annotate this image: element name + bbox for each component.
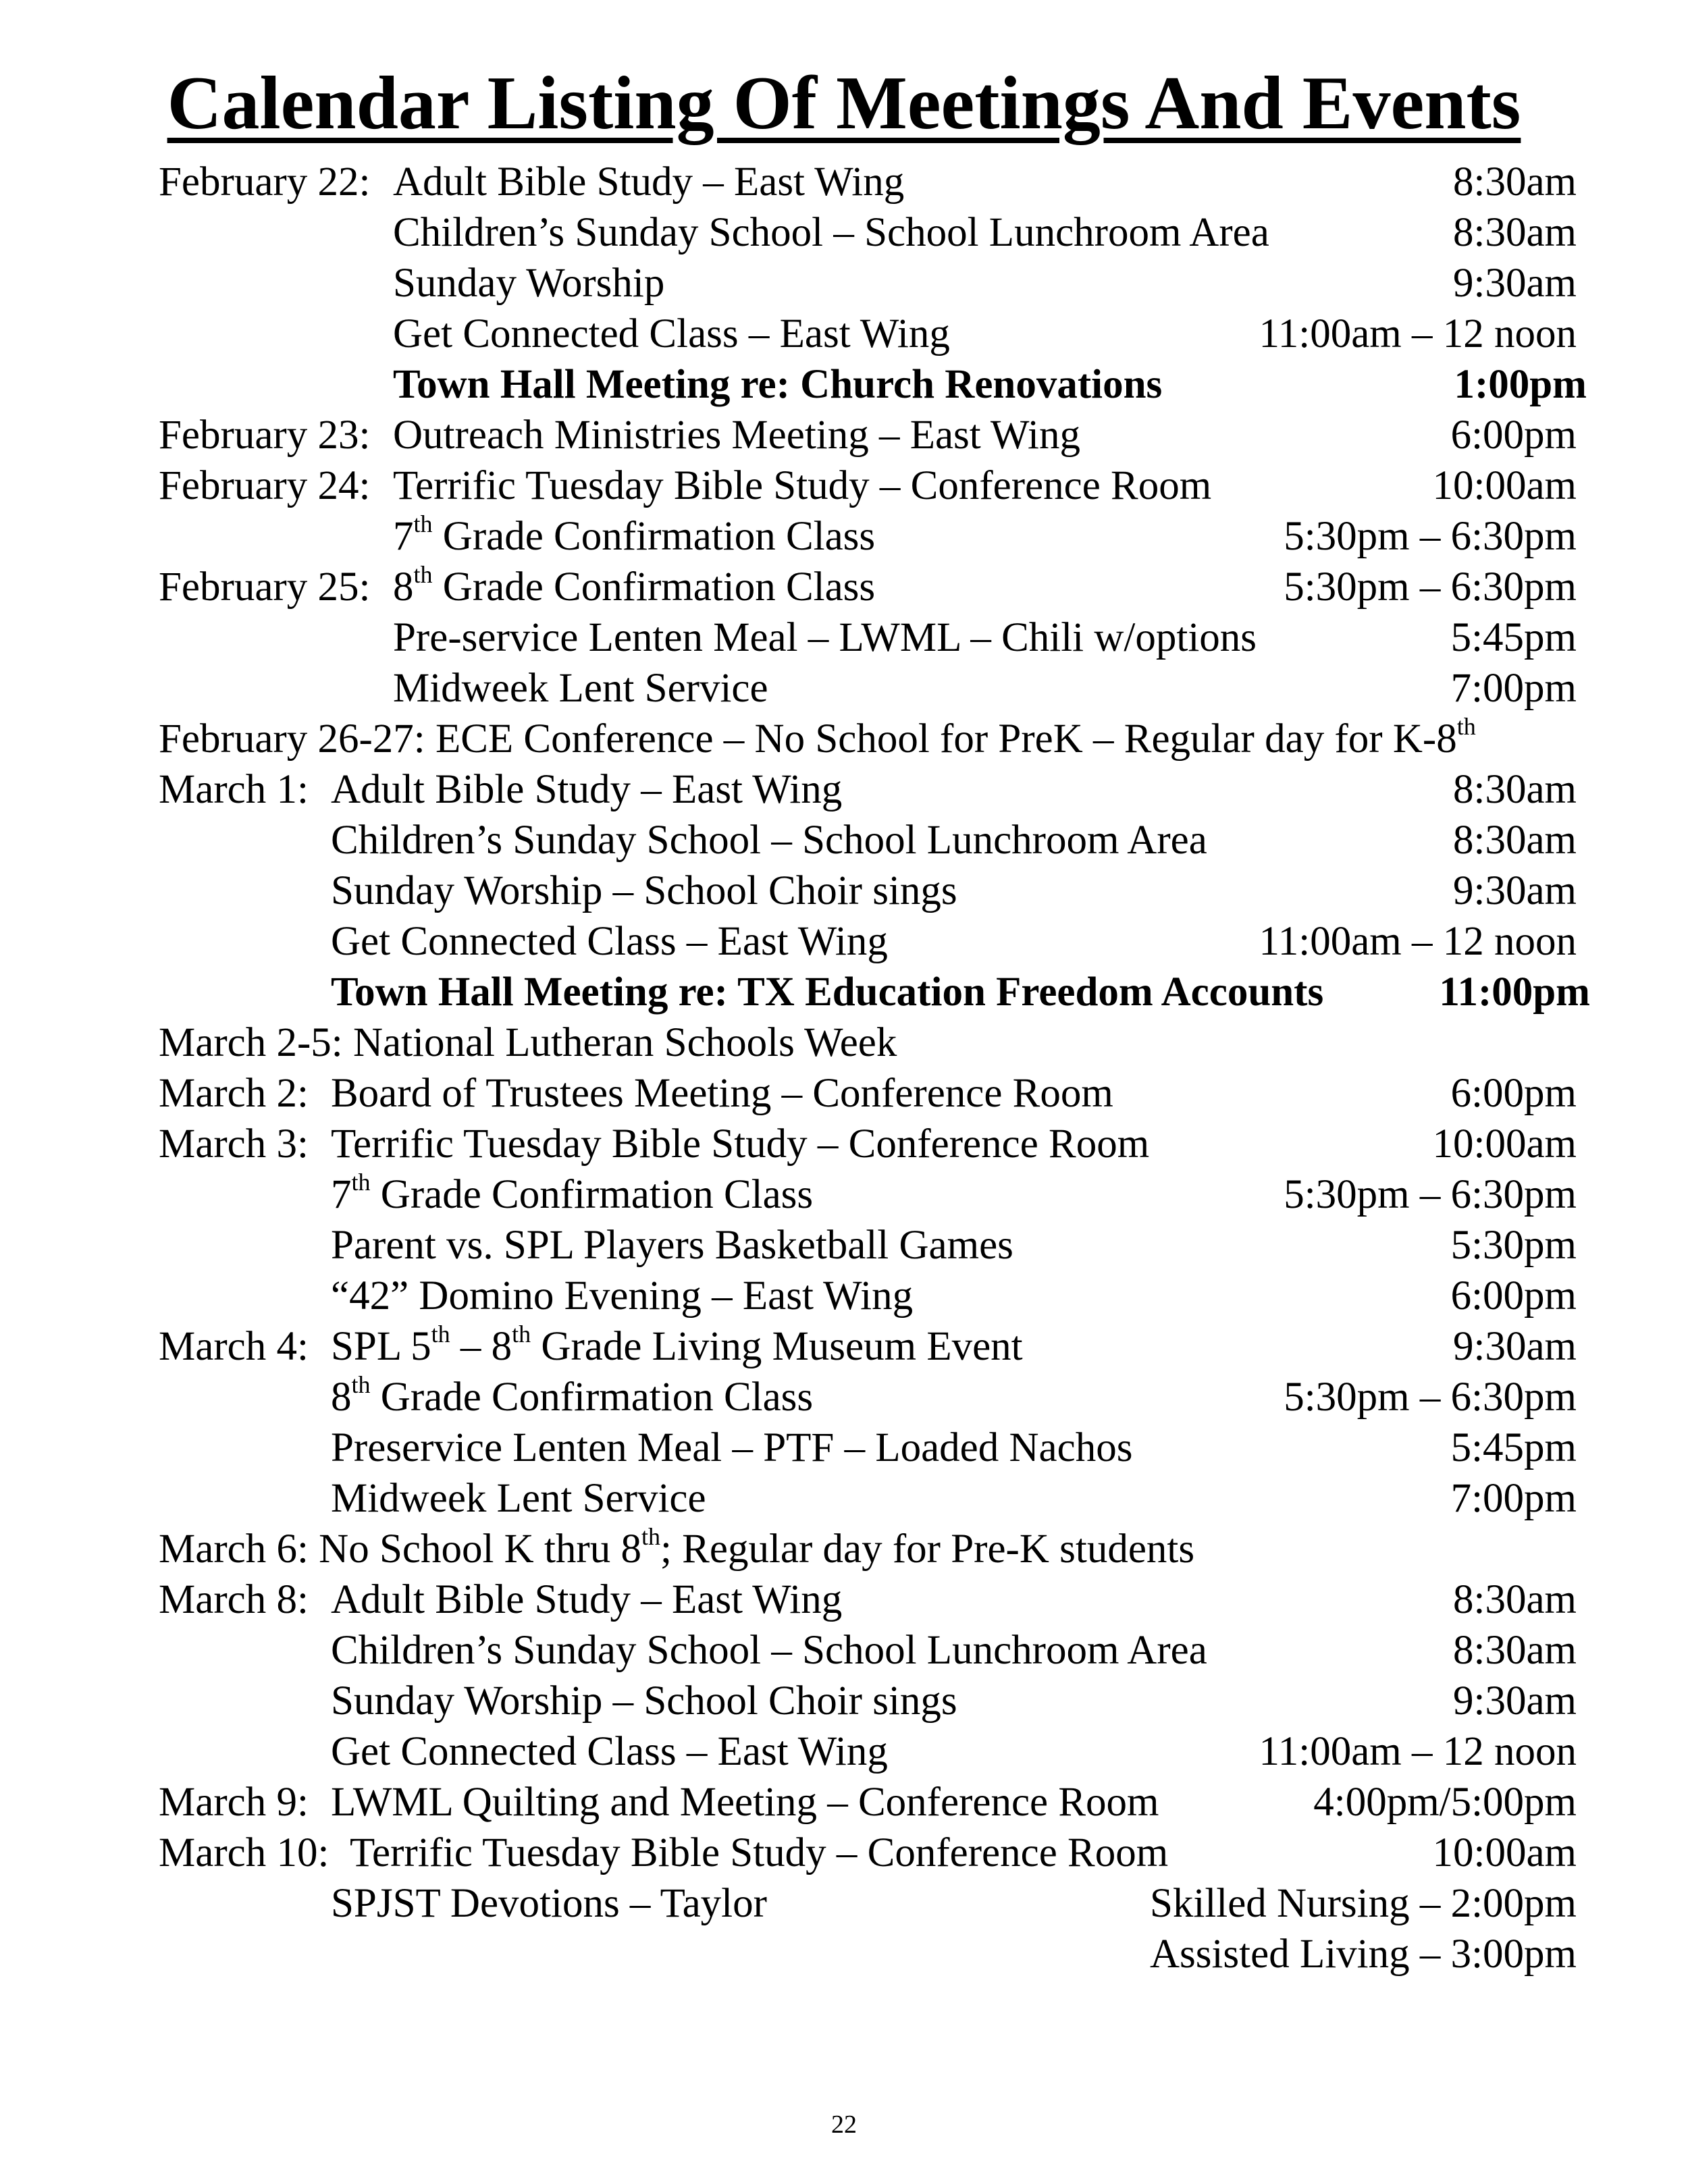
event-date: February 25: bbox=[159, 564, 371, 610]
event-line-text: February 26-27: ECE Conference – No School for PreK – Regular day for K-8 bbox=[159, 716, 1457, 762]
event-title bbox=[331, 1321, 1023, 1372]
event-time: 5:30pm – 6:30pm bbox=[1284, 514, 1577, 559]
event-time: 10:00am bbox=[1432, 1830, 1577, 1875]
list-item bbox=[0, 410, 1688, 460]
event-title bbox=[331, 1169, 813, 1220]
list-item bbox=[0, 309, 1688, 359]
event-date: March 2: bbox=[159, 1071, 309, 1116]
list-item bbox=[0, 460, 1688, 511]
list-item bbox=[0, 1017, 1688, 1068]
event-date: March 4: bbox=[159, 1324, 309, 1369]
event-title: Sunday Worship – School Choir sings bbox=[331, 868, 957, 913]
event-title-part: Grade Confirmation Class bbox=[432, 564, 876, 610]
list-item bbox=[0, 511, 1688, 562]
event-date: March 3: bbox=[159, 1121, 309, 1167]
event-time: 6:00pm bbox=[1450, 412, 1577, 458]
event-time: 5:30pm – 6:30pm bbox=[1284, 564, 1577, 610]
event-time: 9:30am bbox=[1453, 868, 1577, 913]
list-item bbox=[0, 157, 1688, 207]
event-title bbox=[393, 511, 875, 562]
list-item bbox=[0, 1068, 1688, 1119]
event-time: 10:00am bbox=[1432, 1121, 1577, 1167]
event-title: SPJST Devotions – Taylor bbox=[331, 1881, 767, 1926]
list-item-highlighted bbox=[0, 967, 1688, 1017]
list-item bbox=[0, 1422, 1688, 1473]
event-date: February 23: bbox=[159, 412, 371, 458]
event-title-part: 7 bbox=[393, 514, 414, 559]
event-time: 8:30am bbox=[1453, 818, 1577, 863]
list-item bbox=[0, 1473, 1688, 1524]
list-item bbox=[0, 1321, 1688, 1372]
event-date: March 10: bbox=[159, 1830, 329, 1875]
event-time: 5:30pm bbox=[1450, 1223, 1577, 1268]
list-item bbox=[0, 258, 1688, 309]
list-item bbox=[0, 1777, 1688, 1828]
event-time: 1:00pm bbox=[1454, 362, 1587, 407]
list-item bbox=[0, 1119, 1688, 1169]
list-item bbox=[0, 865, 1688, 916]
event-time: Assisted Living – 3:00pm bbox=[1149, 1932, 1577, 1977]
list-item bbox=[0, 764, 1688, 815]
event-title: Midweek Lent Service bbox=[331, 1476, 706, 1521]
event-title: Adult Bible Study – East Wing bbox=[393, 159, 905, 205]
event-time: 6:00pm bbox=[1450, 1071, 1577, 1116]
list-item bbox=[0, 714, 1688, 764]
list-item bbox=[0, 1828, 1688, 1878]
list-item bbox=[0, 1676, 1688, 1726]
list-item bbox=[0, 1878, 1688, 1929]
event-title: Children’s Sunday School – School Lunchroom Area bbox=[331, 1628, 1207, 1673]
ordinal-suffix: th bbox=[351, 1371, 371, 1398]
event-title bbox=[331, 1372, 813, 1422]
list-item bbox=[0, 916, 1688, 967]
event-title: Get Connected Class – East Wing bbox=[331, 1729, 888, 1774]
list-item bbox=[0, 562, 1688, 612]
event-time: 9:30am bbox=[1453, 261, 1577, 306]
list-item bbox=[0, 663, 1688, 714]
event-time: 9:30am bbox=[1453, 1678, 1577, 1724]
event-date: March 1: bbox=[159, 767, 309, 812]
list-item bbox=[0, 1929, 1688, 1979]
event-title-part: 8 bbox=[393, 564, 414, 610]
event-title: Pre-service Lenten Meal – LWML – Chili w/options bbox=[393, 615, 1257, 660]
event-title: Terrific Tuesday Bible Study – Conference Room bbox=[393, 463, 1212, 508]
event-title: Preservice Lenten Meal – PTF – Loaded Nachos bbox=[331, 1425, 1133, 1470]
ordinal-suffix: th bbox=[1456, 713, 1476, 740]
event-time: 11:00am – 12 noon bbox=[1259, 311, 1577, 356]
event-title-part: Grade Living Museum Event bbox=[531, 1324, 1023, 1369]
list-item bbox=[0, 815, 1688, 865]
event-date: March 9: bbox=[159, 1780, 309, 1825]
ordinal-suffix: th bbox=[512, 1321, 531, 1348]
list-item bbox=[0, 1372, 1688, 1422]
event-title: LWML Quilting and Meeting – Conference Room bbox=[331, 1780, 1159, 1825]
ordinal-suffix: th bbox=[413, 510, 433, 537]
list-item bbox=[0, 1625, 1688, 1676]
event-line-text: ; Regular day for Pre-K students bbox=[660, 1526, 1195, 1572]
event-title: Sunday Worship – School Choir sings bbox=[331, 1678, 957, 1724]
event-title: Outreach Ministries Meeting – East Wing bbox=[393, 412, 1080, 458]
event-time: 7:00pm bbox=[1450, 666, 1577, 711]
event-time: 8:30am bbox=[1453, 159, 1577, 205]
ordinal-suffix: th bbox=[431, 1321, 450, 1348]
event-title: Get Connected Class – East Wing bbox=[393, 311, 950, 356]
event-date: February 22: bbox=[159, 159, 371, 205]
ordinal-suffix: th bbox=[351, 1169, 371, 1196]
event-time: 7:00pm bbox=[1450, 1476, 1577, 1521]
event-time: 8:30am bbox=[1453, 767, 1577, 812]
event-line-text: March 6: No School K thru 8 bbox=[159, 1526, 641, 1572]
list-item bbox=[0, 1271, 1688, 1321]
event-title: Board of Trustees Meeting – Conference Room bbox=[331, 1071, 1113, 1116]
event-time: 8:30am bbox=[1453, 1577, 1577, 1622]
event-time: 5:30pm – 6:30pm bbox=[1284, 1375, 1577, 1420]
event-title-part: Grade Confirmation Class bbox=[370, 1375, 814, 1420]
event-date: February 24: bbox=[159, 463, 371, 508]
list-item bbox=[0, 1524, 1688, 1574]
list-item bbox=[0, 1220, 1688, 1271]
event-line bbox=[159, 714, 1476, 764]
page-number: 22 bbox=[831, 2110, 857, 2139]
event-title-part: – 8 bbox=[450, 1324, 512, 1369]
event-title: Get Connected Class – East Wing bbox=[331, 919, 888, 964]
event-title-part: SPL 5 bbox=[331, 1324, 431, 1369]
event-title: Children’s Sunday School – School Lunchroom Area bbox=[393, 210, 1269, 255]
event-title-part: Grade Confirmation Class bbox=[432, 514, 876, 559]
event-title-part: 7 bbox=[331, 1172, 352, 1217]
list-item-highlighted bbox=[0, 359, 1688, 410]
event-title: Town Hall Meeting re: Church Renovations bbox=[393, 362, 1163, 407]
event-time: 6:00pm bbox=[1450, 1273, 1577, 1319]
event-time: 8:30am bbox=[1453, 210, 1577, 255]
event-title: Children’s Sunday School – School Lunchroom Area bbox=[331, 818, 1207, 863]
event-title: Midweek Lent Service bbox=[393, 666, 768, 711]
event-date: March 8: bbox=[159, 1577, 309, 1622]
list-item bbox=[0, 1726, 1688, 1777]
event-title: Adult Bible Study – East Wing bbox=[331, 767, 843, 812]
page-title bbox=[0, 59, 1688, 147]
list-item bbox=[0, 1169, 1688, 1220]
title-text: Calendar Listing Of Meetings And Events bbox=[167, 61, 1521, 145]
event-time: 5:45pm bbox=[1450, 1425, 1577, 1470]
event-time: 5:30pm – 6:30pm bbox=[1284, 1172, 1577, 1217]
event-time: 11:00am – 12 noon bbox=[1259, 919, 1577, 964]
event-title: Terrific Tuesday Bible Study – Conference Room bbox=[350, 1830, 1169, 1875]
event-title: Adult Bible Study – East Wing bbox=[331, 1577, 843, 1622]
list-item bbox=[0, 612, 1688, 663]
event-title-part: 8 bbox=[331, 1375, 352, 1420]
event-time: 5:45pm bbox=[1450, 615, 1577, 660]
event-title-part: Grade Confirmation Class bbox=[370, 1172, 814, 1217]
event-title: Parent vs. SPL Players Basketball Games bbox=[331, 1223, 1013, 1268]
list-item bbox=[0, 207, 1688, 258]
event-time: 11:00am – 12 noon bbox=[1259, 1729, 1577, 1774]
ordinal-suffix: th bbox=[413, 561, 433, 588]
event-title: “42” Domino Evening – East Wing bbox=[331, 1273, 914, 1319]
event-line: March 2-5: National Lutheran Schools Week bbox=[159, 1020, 897, 1065]
event-title: Terrific Tuesday Bible Study – Conference Room bbox=[331, 1121, 1150, 1167]
event-title: Town Hall Meeting re: TX Education Freedom Accounts bbox=[331, 969, 1324, 1015]
event-time: Skilled Nursing – 2:00pm bbox=[1149, 1881, 1577, 1926]
event-time: 11:00pm bbox=[1439, 969, 1590, 1015]
event-line bbox=[159, 1524, 1194, 1574]
event-time: 8:30am bbox=[1453, 1628, 1577, 1673]
event-title: Sunday Worship bbox=[393, 261, 665, 306]
ordinal-suffix: th bbox=[641, 1523, 660, 1550]
list-item bbox=[0, 1574, 1688, 1625]
event-time: 9:30am bbox=[1453, 1324, 1577, 1369]
event-time: 10:00am bbox=[1432, 463, 1577, 508]
event-title bbox=[393, 562, 875, 612]
event-time: 4:00pm/5:00pm bbox=[1313, 1780, 1577, 1825]
